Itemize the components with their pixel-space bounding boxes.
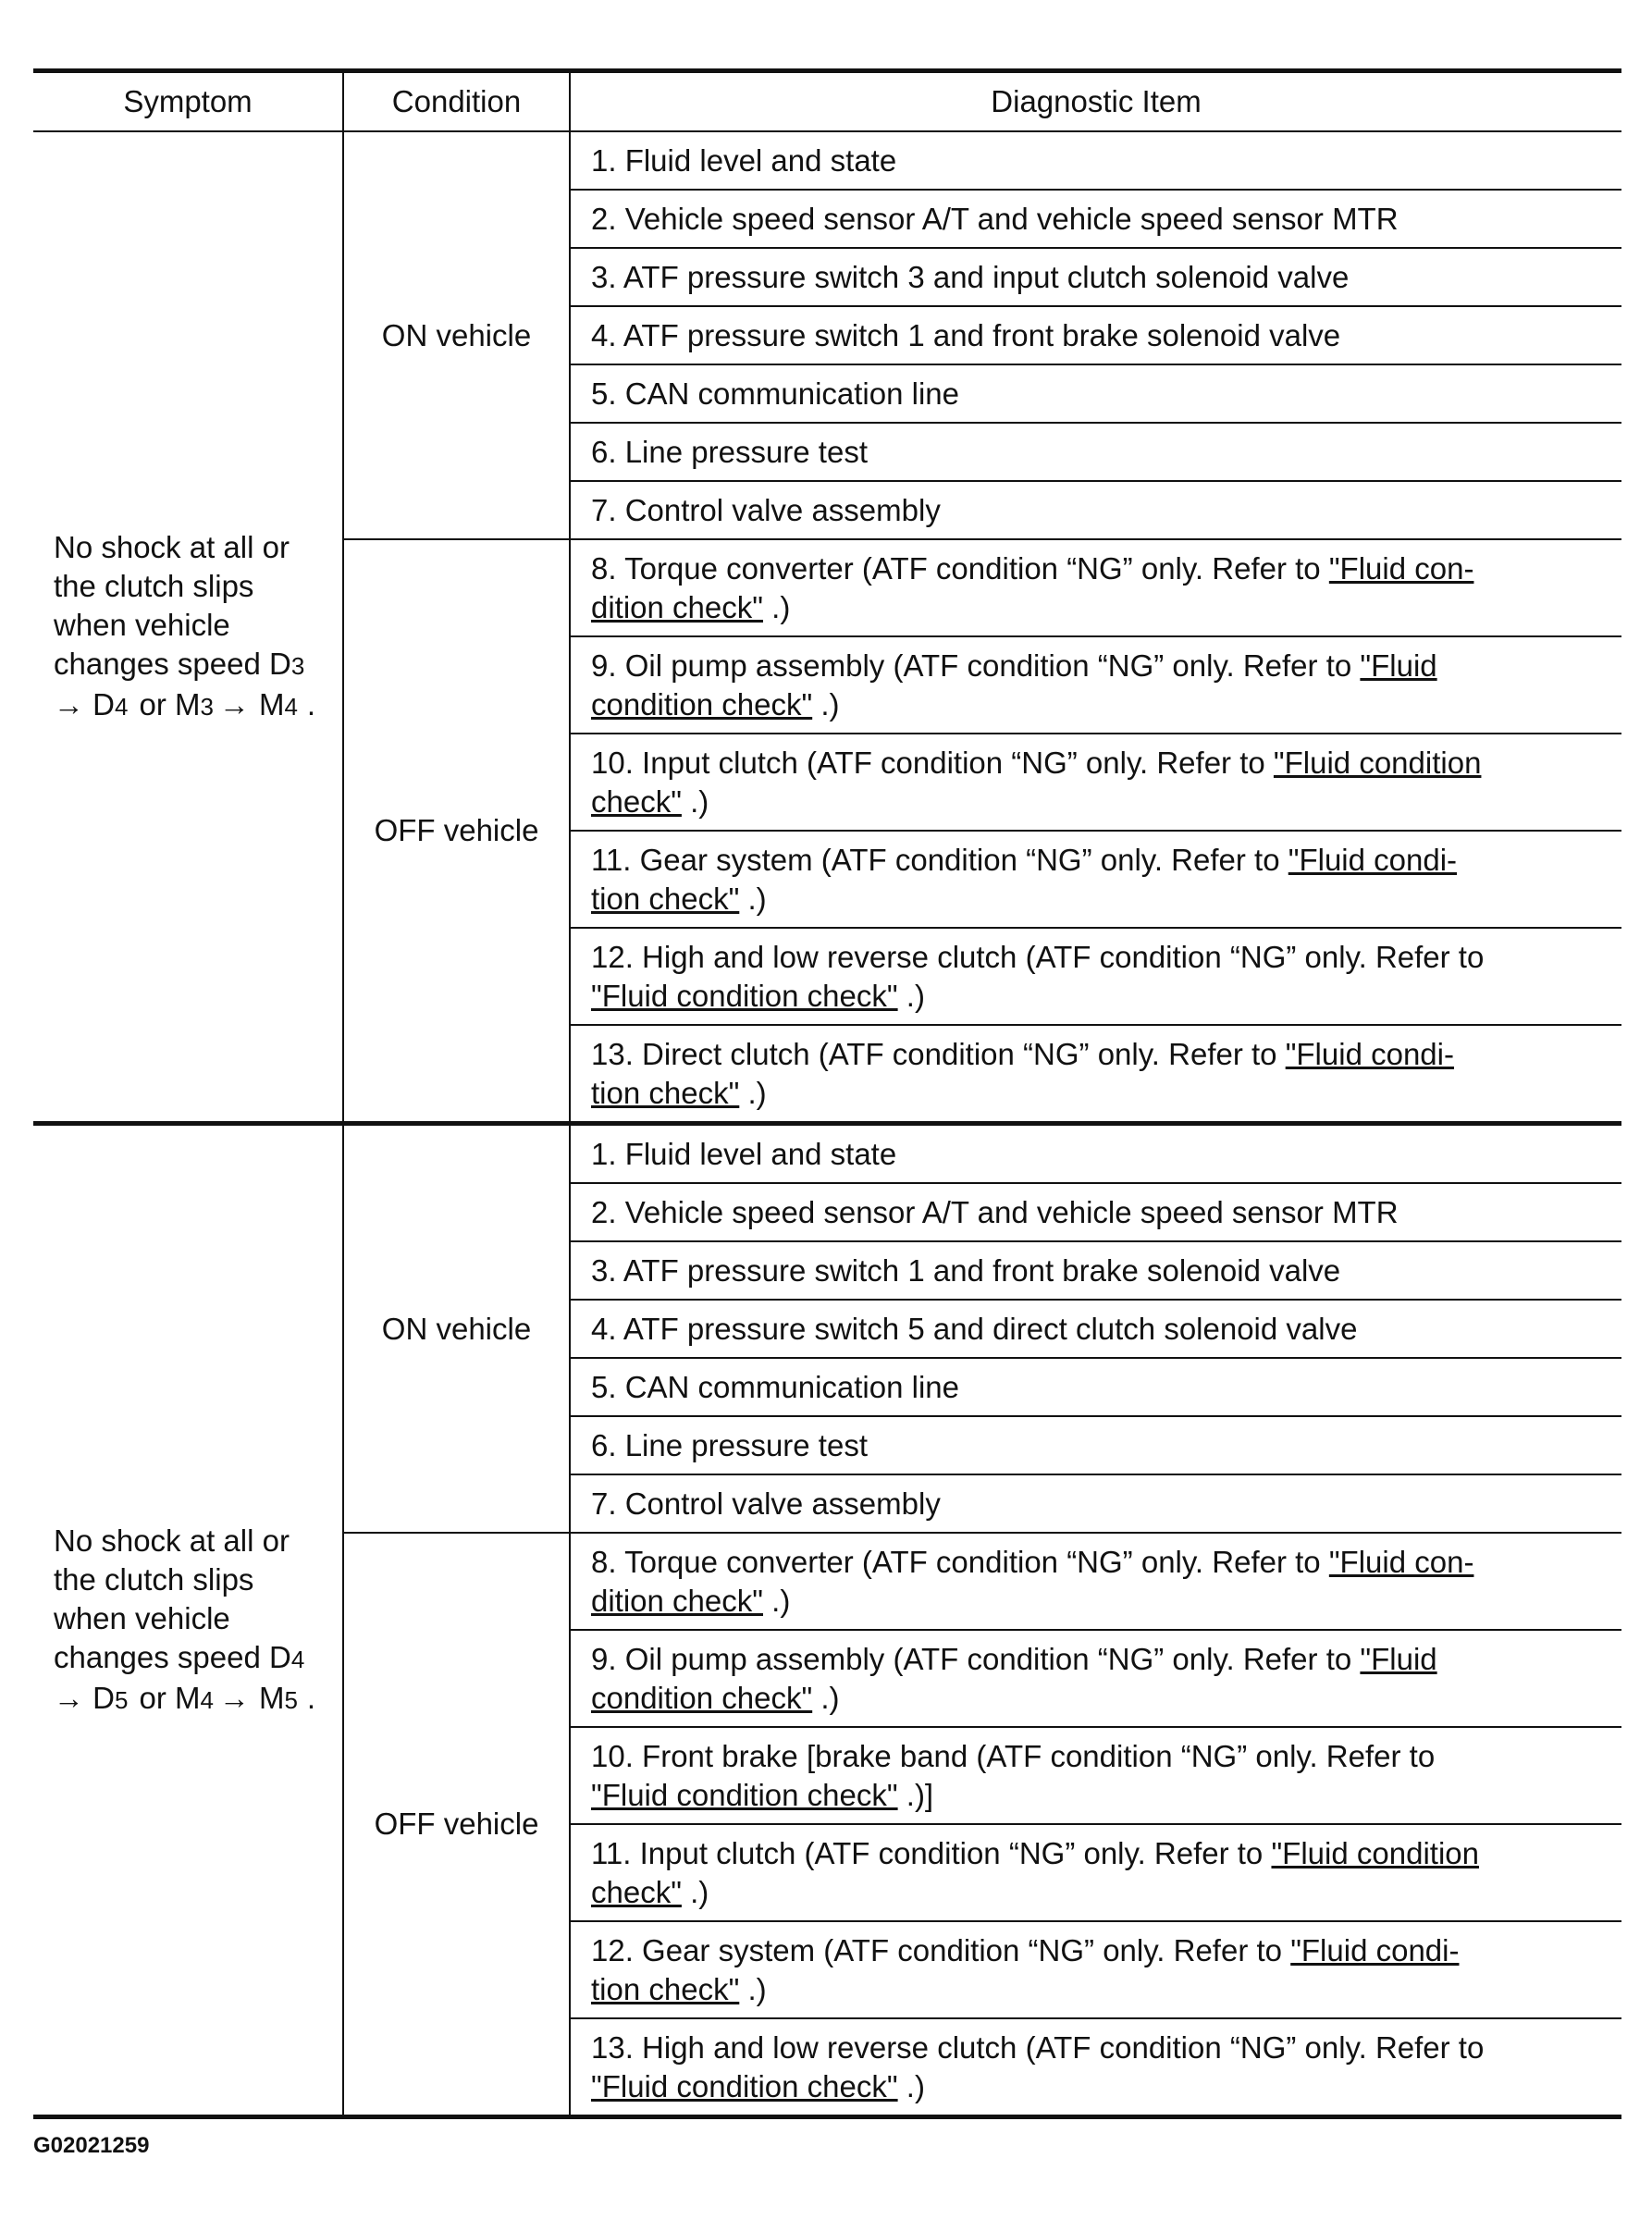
item-line [591, 2067, 1603, 2106]
diagnostic-item [570, 1921, 1621, 2018]
gear-number: 3 [200, 692, 214, 721]
gear-number: 4 [290, 1645, 305, 1673]
item-line [591, 783, 1603, 821]
diagnostic-item: 2. Vehicle speed sensor A/T and vehicle speed sensor MTR [570, 1183, 1621, 1241]
symptom-text: → D [54, 686, 115, 722]
item-line [591, 2029, 1603, 2067]
item-line [591, 1873, 1603, 1912]
symptom-text: M [258, 686, 285, 722]
item-line [591, 588, 1603, 627]
item-text: 11. Input clutch (ATF condition “NG” only. Refer to [591, 1835, 1272, 1870]
gear-number: 4 [115, 692, 129, 721]
diagnostic-item: 1. Fluid level and state [570, 1124, 1621, 1184]
symptom-line [54, 1679, 333, 1720]
table-body [33, 131, 1621, 2117]
symptom-line [54, 645, 333, 685]
diagnostic-item: 5. CAN communication line [570, 364, 1621, 423]
symptom-text: → D [54, 1680, 115, 1715]
fluid-condition-check-link[interactable]: "Fluid con- [1328, 1544, 1474, 1579]
item-line [591, 1035, 1603, 1074]
diagnostic-item: 4. ATF pressure switch 5 and direct clutch solenoid valve [570, 1300, 1621, 1358]
symptom-text: changes speed D [54, 1639, 291, 1674]
gear-number: 5 [284, 1685, 298, 1714]
fluid-condition-check-link[interactable]: check" [591, 1874, 682, 1909]
fluid-condition-check-link[interactable]: tion check" [591, 881, 740, 916]
item-text: .) [681, 783, 709, 819]
diagnostic-table [33, 68, 1621, 2119]
diagnostic-table-container [33, 68, 1621, 2119]
fluid-condition-check-link[interactable]: "Fluid [1360, 1641, 1437, 1676]
header-symptom: Symptom [33, 71, 343, 132]
figure-id: G02021259 [33, 2133, 150, 2158]
table-header-row [33, 71, 1621, 132]
header-diagnostic-item: Diagnostic Item [570, 71, 1621, 132]
header-condition: Condition [343, 71, 570, 132]
item-text: .) [812, 686, 840, 722]
item-text: 13. Direct clutch (ATF condition “NG” only. Refer to [591, 1036, 1286, 1071]
fluid-condition-check-link[interactable]: tion check" [591, 1971, 740, 2006]
item-line [591, 1543, 1603, 1582]
item-line [591, 685, 1603, 724]
diagnostic-item: 1. Fluid level and state [570, 131, 1621, 190]
symptom-line: No shock at all or [54, 1523, 290, 1558]
fluid-condition-check-link[interactable]: "Fluid condi- [1290, 1932, 1460, 1967]
diagnostic-item [570, 1824, 1621, 1921]
item-text: .) [812, 1680, 840, 1715]
item-line [591, 841, 1603, 880]
fluid-condition-check-link[interactable]: tion check" [591, 1075, 740, 1110]
fluid-condition-check-link[interactable]: "Fluid condition check" [591, 978, 898, 1013]
item-line [591, 1582, 1603, 1621]
item-line [591, 1737, 1603, 1776]
diagnostic-item [570, 636, 1621, 734]
diagnostic-item: 6. Line pressure test [570, 423, 1621, 481]
item-text: 12. High and low reverse clutch (ATF condition “NG” only. Refer to [591, 939, 1485, 974]
fluid-condition-check-link[interactable]: condition check" [591, 1680, 813, 1715]
fluid-condition-check-link[interactable]: "Fluid condi- [1288, 842, 1458, 877]
item-line [591, 1679, 1603, 1718]
symptom-text: . [306, 1680, 316, 1715]
item-text: .) [762, 589, 791, 624]
diagnostic-item: 5. CAN communication line [570, 1358, 1621, 1416]
symptom-line: the clutch slips [54, 1561, 254, 1597]
fluid-condition-check-link[interactable]: "Fluid con- [1328, 550, 1474, 586]
diagnostic-item [570, 1533, 1621, 1630]
fluid-condition-check-link[interactable]: check" [591, 783, 682, 819]
item-line [591, 647, 1603, 685]
symptom-line: when vehicle [54, 1600, 230, 1635]
table-row [33, 131, 1621, 190]
symptom-cell [33, 1124, 343, 2117]
item-line [591, 1776, 1603, 1815]
diagnostic-item: 6. Line pressure test [570, 1416, 1621, 1474]
diagnostic-item: 7. Control valve assembly [570, 481, 1621, 539]
item-line [591, 1640, 1603, 1679]
symptom-text: . [306, 686, 316, 722]
item-line [591, 880, 1603, 919]
arrow-glyph: → [218, 686, 250, 722]
fluid-condition-check-link[interactable]: "Fluid [1360, 648, 1437, 683]
diagnostic-item [570, 1630, 1621, 1727]
diagnostic-item: 4. ATF pressure switch 1 and front brake solenoid valve [570, 306, 1621, 364]
item-text: .) [739, 1075, 767, 1110]
gear-number: 3 [290, 651, 305, 680]
symptom-line [54, 685, 333, 726]
item-text: 11. Gear system (ATF condition “NG” only. Refer to [591, 842, 1288, 877]
condition-cell-on: ON vehicle [343, 1124, 570, 1534]
arrow-glyph: → [218, 1680, 250, 1715]
gear-number: 4 [200, 1685, 214, 1714]
condition-cell-on: ON vehicle [343, 131, 570, 539]
symptom-text: changes speed D [54, 646, 291, 681]
item-text: .)] [897, 1777, 934, 1812]
item-text: 10. Front brake [brake band (ATF condition “NG” only. Refer to [591, 1738, 1436, 1773]
item-text: 10. Input clutch (ATF condition “NG” only. Refer to [591, 745, 1274, 780]
item-text: 8. Torque converter (ATF condition “NG” only. Refer to [591, 550, 1329, 586]
diagnostic-item [570, 831, 1621, 928]
diagnostic-item [570, 1025, 1621, 1124]
item-line [591, 938, 1603, 977]
fluid-condition-check-link[interactable]: dition check" [591, 589, 763, 624]
symptom-text: or M [139, 1680, 201, 1715]
item-line [591, 1834, 1603, 1873]
gear-number: 5 [115, 1685, 129, 1714]
item-text: .) [762, 1583, 791, 1618]
diagnostic-item [570, 2018, 1621, 2117]
symptom-text: M [258, 1680, 285, 1715]
condition-cell-off: OFF vehicle [343, 539, 570, 1124]
symptom-line: the clutch slips [54, 568, 254, 603]
item-line [591, 1074, 1603, 1113]
item-text: .) [739, 1971, 767, 2006]
item-line [591, 1931, 1603, 1970]
diagnostic-item [570, 1727, 1621, 1824]
fluid-condition-check-link[interactable]: "Fluid condition check" [591, 1777, 898, 1812]
gear-number: 4 [284, 692, 298, 721]
item-text: .) [681, 1874, 709, 1909]
symptom-line [54, 1638, 333, 1679]
diagnostic-item [570, 734, 1621, 831]
item-line [591, 1970, 1603, 2009]
item-text: .) [897, 2068, 925, 2103]
fluid-condition-check-link[interactable]: "Fluid condition [1273, 745, 1482, 780]
item-text: 12. Gear system (ATF condition “NG” only. Refer to [591, 1932, 1291, 1967]
fluid-condition-check-link[interactable]: "Fluid condi- [1285, 1036, 1454, 1071]
table-row [33, 1124, 1621, 1184]
symptom-cell [33, 131, 343, 1124]
condition-cell-off: OFF vehicle [343, 1533, 570, 2117]
diagnostic-item: 7. Control valve assembly [570, 1474, 1621, 1533]
item-text: 13. High and low reverse clutch (ATF condition “NG” only. Refer to [591, 2029, 1485, 2065]
diagnostic-item: 3. ATF pressure switch 3 and input clutch solenoid valve [570, 248, 1621, 306]
symptom-line: when vehicle [54, 607, 230, 642]
fluid-condition-check-link[interactable]: "Fluid condition check" [591, 2068, 898, 2103]
symptom-text: or M [139, 686, 201, 722]
diagnostic-item [570, 928, 1621, 1025]
item-line [591, 549, 1603, 588]
fluid-condition-check-link[interactable]: "Fluid condition [1271, 1835, 1479, 1870]
item-text: .) [897, 978, 925, 1013]
item-text: 8. Torque converter (ATF condition “NG” only. Refer to [591, 1544, 1329, 1579]
item-text: 9. Oil pump assembly (ATF condition “NG” only. Refer to [591, 1641, 1361, 1676]
item-text: .) [739, 881, 767, 916]
diagnostic-item: 2. Vehicle speed sensor A/T and vehicle speed sensor MTR [570, 190, 1621, 248]
item-line [591, 744, 1603, 783]
fluid-condition-check-link[interactable]: condition check" [591, 686, 813, 722]
diagnostic-item [570, 539, 1621, 636]
item-line [591, 977, 1603, 1016]
diagnostic-item: 3. ATF pressure switch 1 and front brake solenoid valve [570, 1241, 1621, 1300]
symptom-line: No shock at all or [54, 529, 290, 564]
item-text: 9. Oil pump assembly (ATF condition “NG” only. Refer to [591, 648, 1361, 683]
fluid-condition-check-link[interactable]: dition check" [591, 1583, 763, 1618]
